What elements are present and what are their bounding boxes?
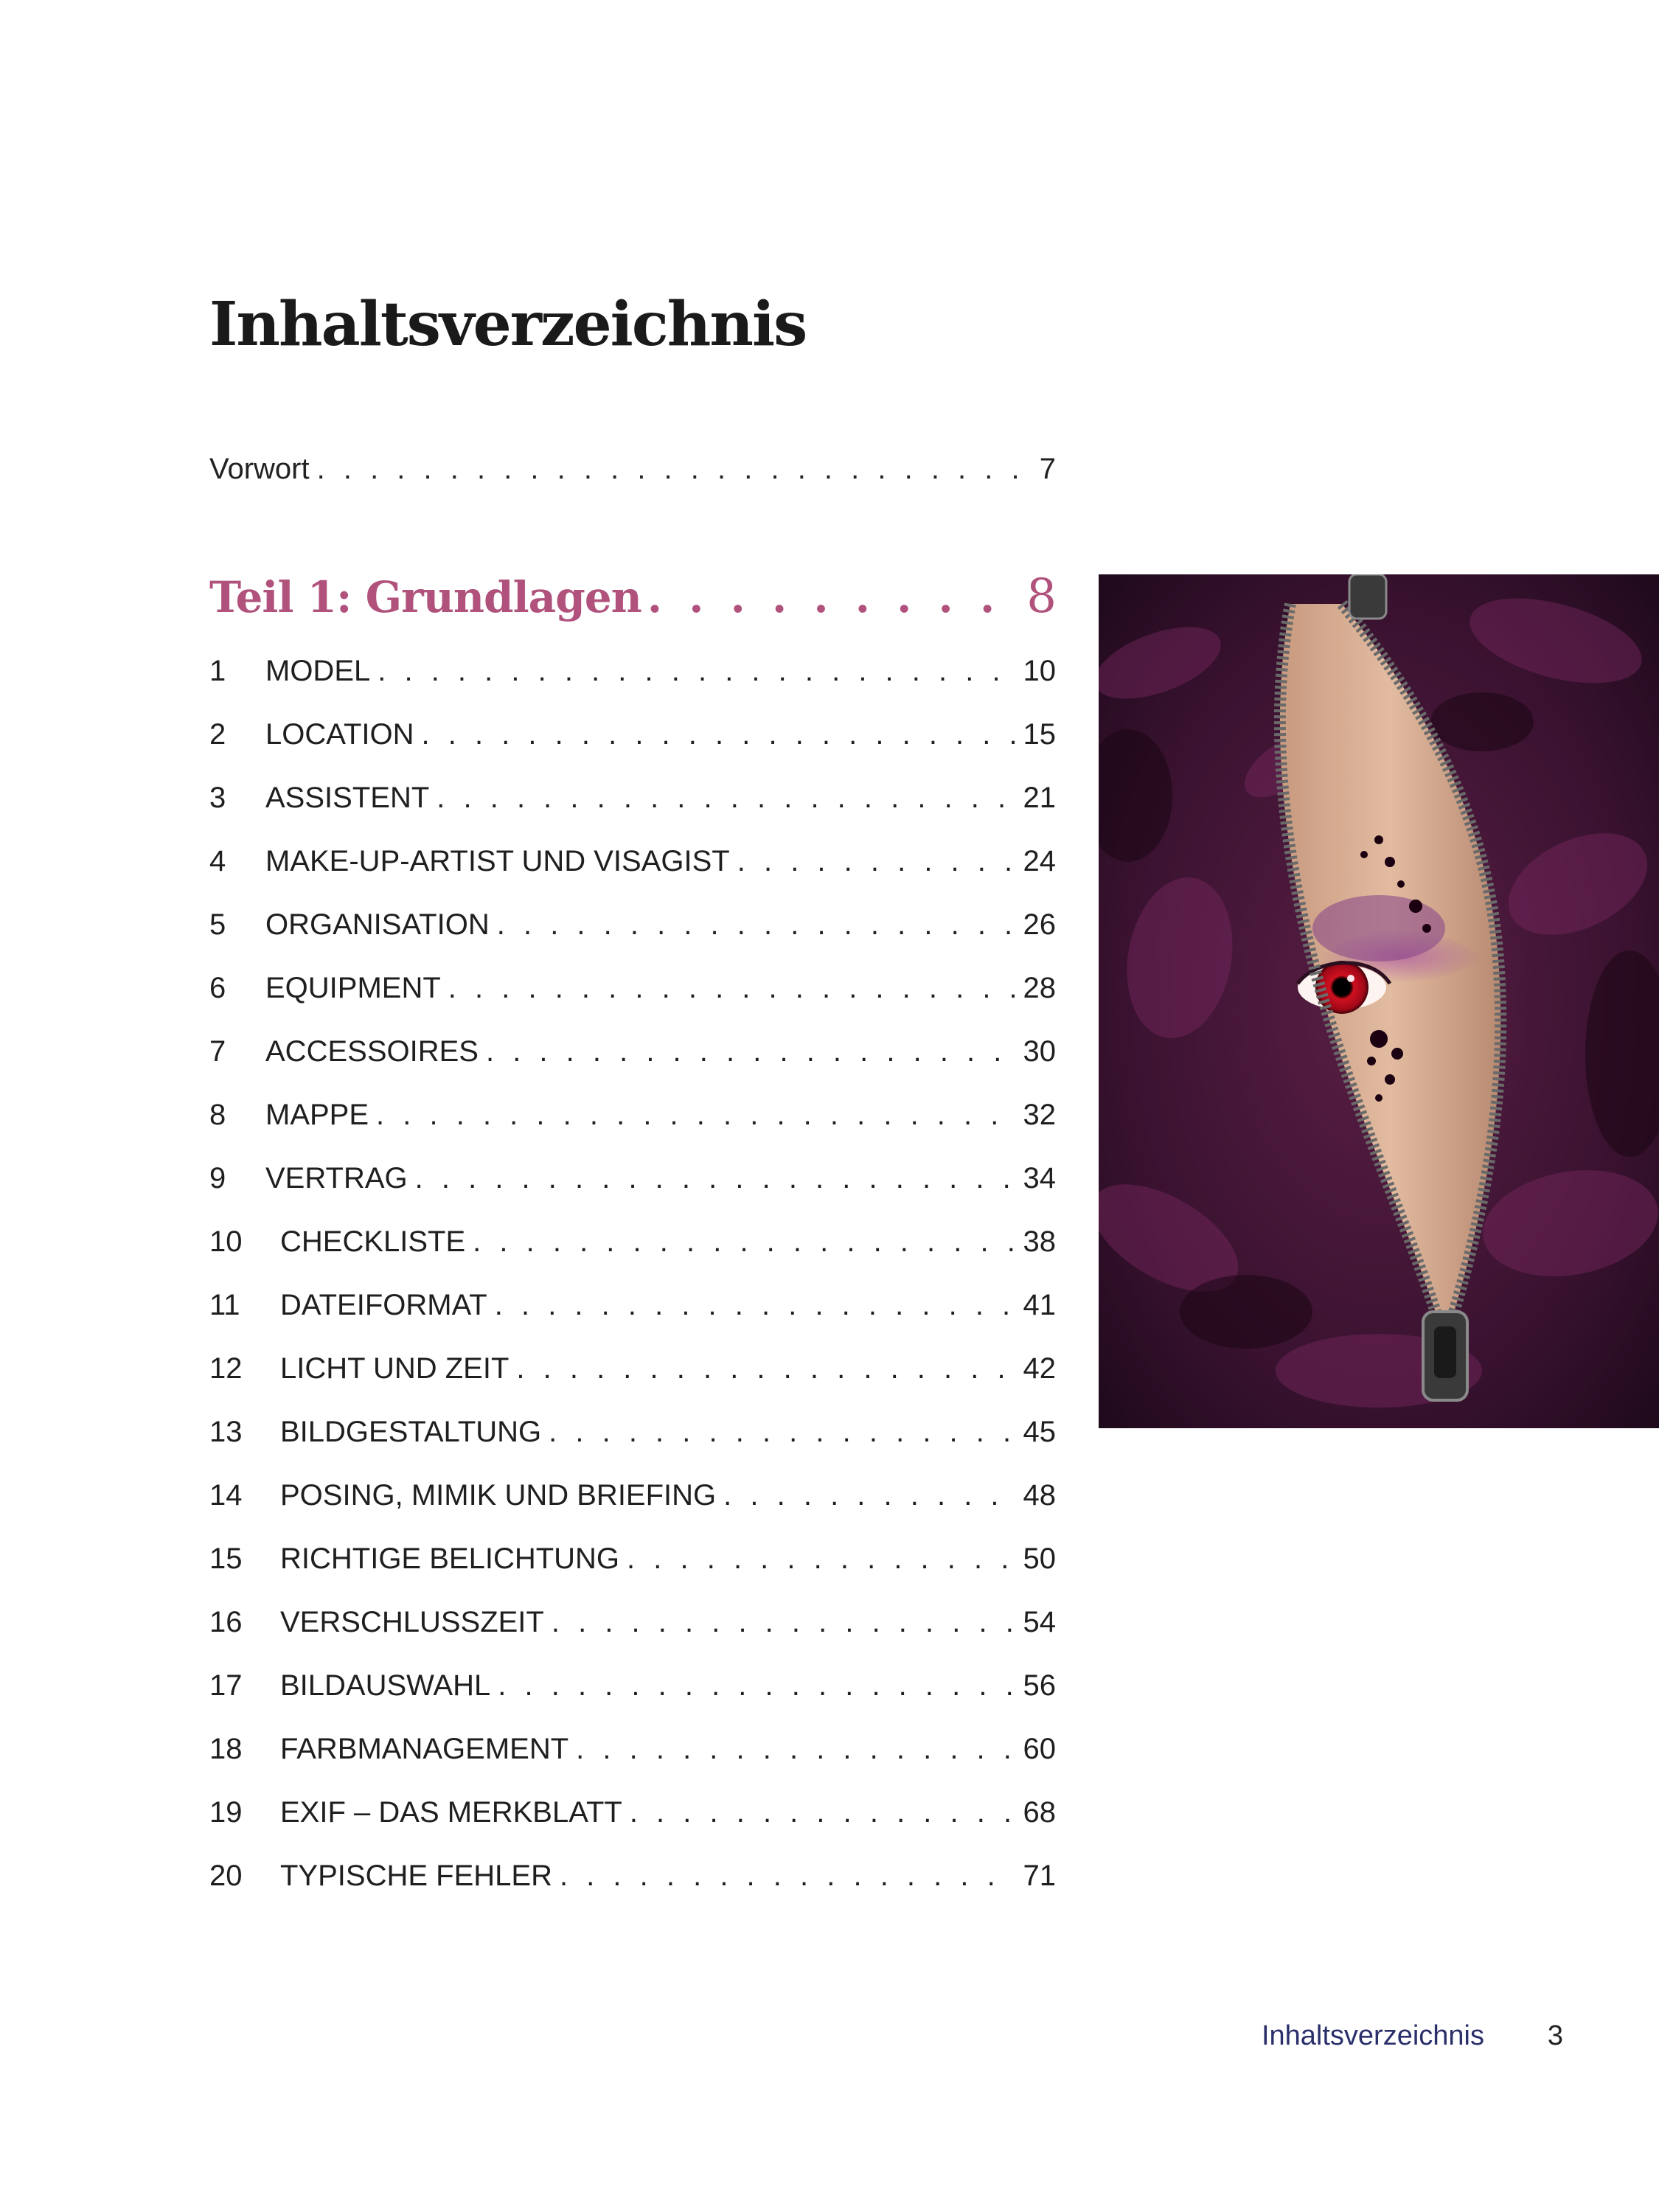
dot-leader	[549, 1416, 1015, 1449]
chapter-title: ACCESSOIRES	[265, 1035, 479, 1068]
chapter-number: 3	[209, 782, 226, 814]
chapter-title: MAKE-UP-ARTIST UND VISAGIST	[265, 845, 730, 877]
chapter-entry[interactable]	[209, 1289, 1056, 1333]
dot-leader	[560, 1860, 1016, 1893]
chapter-page-number: 10	[1023, 655, 1056, 687]
toc-part-heading[interactable]	[209, 569, 1056, 624]
chapter-number: 12	[209, 1352, 243, 1385]
chapter-entry[interactable]	[209, 1543, 1056, 1587]
dot-leader	[495, 1289, 1016, 1322]
zipper-eye-illustration	[1099, 574, 1659, 1428]
dot-leader	[486, 1035, 1016, 1068]
chapter-number: 2	[209, 718, 226, 751]
toc-label: Vorwort	[209, 453, 310, 485]
chapter-entry[interactable]	[209, 1035, 1056, 1079]
running-footer	[1253, 2020, 1563, 2057]
chapter-entry[interactable]	[209, 1162, 1056, 1206]
chapter-number: 15	[209, 1543, 243, 1575]
chapter-title: ASSISTENT	[265, 782, 430, 814]
chapter-number: 19	[209, 1796, 243, 1829]
chapter-title: LOCATION	[265, 718, 414, 751]
chapter-entry[interactable]	[209, 845, 1056, 889]
chapter-entry[interactable]	[209, 1352, 1056, 1397]
page-title: Inhaltsverzeichnis	[209, 289, 807, 360]
chapter-title: ORGANISATION	[265, 908, 490, 941]
chapter-title: MAPPE	[265, 1099, 369, 1131]
chapter-entry[interactable]	[209, 1796, 1056, 1840]
chapter-entry[interactable]	[209, 1669, 1056, 1714]
chapter-page-number: 28	[1023, 972, 1056, 1004]
chapter-number: 4	[209, 845, 226, 877]
chapter-title: EQUIPMENT	[265, 972, 441, 1004]
chapter-title: POSING, MIMIK UND BRIEFING	[280, 1479, 717, 1512]
chapter-number: 6	[209, 972, 226, 1004]
chapter-entry[interactable]	[209, 1225, 1056, 1270]
chapter-entry[interactable]	[209, 1860, 1056, 1904]
chapter-page-number: 30	[1023, 1035, 1056, 1068]
chapter-page-number: 26	[1023, 908, 1056, 941]
dot-leader	[552, 1606, 1016, 1639]
chapter-page-number: 50	[1023, 1543, 1056, 1575]
dot-leader	[317, 453, 1032, 486]
chapter-page-number: 42	[1023, 1352, 1056, 1385]
chapter-entry[interactable]	[209, 1733, 1056, 1777]
chapter-page-number: 48	[1023, 1479, 1056, 1512]
chapter-title: CHECKLISTE	[280, 1225, 466, 1258]
chapter-title: LICHT UND ZEIT	[280, 1352, 509, 1385]
chapter-number: 1	[209, 655, 226, 687]
chapter-title: VERSCHLUSSZEIT	[280, 1606, 544, 1638]
chapter-page-number: 32	[1023, 1099, 1056, 1131]
chapter-title: TYPISCHE FEHLER	[280, 1860, 552, 1892]
dot-leader	[630, 1796, 1016, 1829]
chapter-number: 11	[209, 1289, 240, 1321]
chapter-title: BILDAUSWAHL	[280, 1669, 491, 1702]
chapter-title: RICHTIGE BELICHTUNG	[280, 1543, 620, 1575]
toc-entry-preface[interactable]	[209, 453, 1056, 486]
dot-leader	[516, 1352, 1015, 1385]
chapter-title: EXIF – DAS MERKBLATT	[280, 1796, 622, 1829]
chapter-number: 10	[209, 1225, 243, 1258]
dot-leader	[422, 718, 1016, 751]
dot-leader	[415, 1162, 1016, 1195]
cover-photo-zipper-eye	[1099, 574, 1659, 1428]
chapter-number: 20	[209, 1860, 243, 1892]
part-label: Teil 1: Grundlagen	[209, 572, 641, 622]
dot-leader	[647, 572, 1020, 622]
dot-leader	[576, 1733, 1015, 1766]
chapter-page-number: 41	[1023, 1289, 1056, 1321]
chapter-number: 13	[209, 1416, 243, 1448]
dot-leader	[448, 972, 1016, 1005]
chapter-number: 5	[209, 908, 226, 941]
chapter-page-number: 21	[1023, 782, 1056, 814]
chapter-title: VERTRAG	[265, 1162, 408, 1194]
chapter-title: MODEL	[265, 655, 371, 687]
chapter-entry[interactable]	[209, 1606, 1056, 1650]
chapter-page-number: 34	[1023, 1162, 1056, 1194]
dot-leader	[498, 1669, 1015, 1703]
chapter-entry[interactable]	[209, 718, 1056, 762]
chapter-page-number: 68	[1023, 1796, 1056, 1829]
chapter-page-number: 71	[1023, 1860, 1056, 1892]
toc-page-number: 7	[1039, 453, 1056, 485]
chapter-page-number: 38	[1023, 1225, 1056, 1258]
dot-leader	[723, 1479, 1015, 1512]
dot-leader	[473, 1225, 1015, 1259]
chapter-number: 17	[209, 1669, 243, 1702]
chapter-entry[interactable]	[209, 1479, 1056, 1523]
dot-leader	[378, 655, 1015, 688]
dot-leader	[497, 908, 1016, 942]
chapter-title: BILDGESTALTUNG	[280, 1416, 542, 1448]
chapter-page-number: 24	[1023, 845, 1056, 877]
chapter-title: DATEIFORMAT	[280, 1289, 487, 1321]
dot-leader	[627, 1543, 1015, 1576]
chapter-page-number: 56	[1023, 1669, 1056, 1702]
chapter-number: 18	[209, 1733, 243, 1765]
chapter-number: 7	[209, 1035, 226, 1068]
chapter-number: 9	[209, 1162, 226, 1194]
chapter-entry[interactable]	[209, 1416, 1056, 1460]
chapter-page-number: 60	[1023, 1733, 1056, 1765]
footer-section-title: Inhaltsverzeichnis	[1261, 2020, 1484, 2051]
chapter-number: 14	[209, 1479, 243, 1512]
chapter-page-number: 54	[1023, 1606, 1056, 1638]
chapter-entry[interactable]	[209, 782, 1056, 826]
chapter-entry[interactable]	[209, 972, 1056, 1016]
chapter-entry[interactable]	[209, 655, 1056, 699]
chapter-entry[interactable]	[209, 1099, 1056, 1143]
dot-leader	[437, 782, 1015, 815]
chapter-page-number: 15	[1023, 718, 1056, 751]
chapter-entry[interactable]	[209, 908, 1056, 953]
dot-leader	[376, 1099, 1015, 1132]
chapter-number: 8	[209, 1099, 226, 1131]
chapter-page-number: 45	[1023, 1416, 1056, 1448]
chapter-title: FARBMANAGEMENT	[280, 1733, 569, 1765]
part-page-number: 8	[1026, 569, 1056, 624]
dot-leader	[737, 845, 1016, 878]
footer-page-number: 3	[1547, 2020, 1563, 2051]
chapter-number: 16	[209, 1606, 243, 1638]
